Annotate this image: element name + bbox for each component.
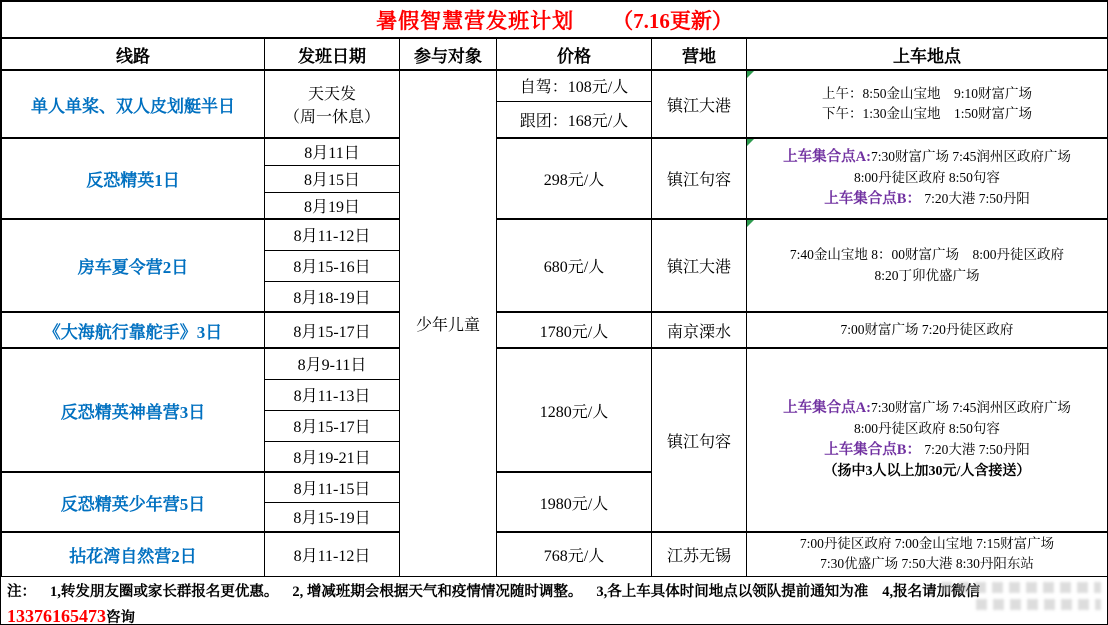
note-item-3: 3,各上车具体时间地点以领队提前通知为准 <box>596 583 869 600</box>
pickup-line: 8:00丹徒区政府 8:50句容 <box>854 170 1000 186</box>
pickup-cell <box>747 532 1108 576</box>
pickup-cell: 7:00财富广场 7:20丹徒区政府 <box>747 312 1108 348</box>
pickup-line: 8:00丹徒区政府 8:50句容 <box>854 421 1000 437</box>
pickup-point-a-label: 上车集合点A: <box>783 399 871 416</box>
phone-suffix: 咨询 <box>106 609 135 625</box>
title-row <box>2 2 1108 39</box>
price-cell: 680元/人 <box>497 219 652 312</box>
column-header-camp: 营地 <box>652 38 747 70</box>
column-header-date: 发班日期 <box>265 38 400 70</box>
route-cell-youth: 反恐精英少年营5日 <box>2 472 265 532</box>
notes-line <box>7 581 1101 603</box>
camp-cell: 江苏无锡 <box>652 532 747 576</box>
title-text: 暑假智慧营发班计划 <box>376 8 575 33</box>
table-row <box>2 70 1108 101</box>
date-cell: 8月11-12日 <box>265 532 400 576</box>
route-cell-beast: 反恐精英神兽营3日 <box>2 348 265 472</box>
date-cell: 8月15-16日 <box>265 250 400 281</box>
pickup-cell <box>747 138 1108 219</box>
price-cell: 1280元/人 <box>497 348 652 472</box>
pickup-line <box>750 398 1104 420</box>
camp-cell: 镇江大港 <box>652 70 747 138</box>
price-cell-selfdrive: 自驾：108元/人 <box>497 70 652 101</box>
pickup-line <box>750 189 1104 211</box>
camp-cell-merged: 镇江句容 <box>652 348 747 532</box>
price-cell-group: 跟团：168元/人 <box>497 101 652 138</box>
column-header-route: 线路 <box>2 38 265 70</box>
green-flag-icon <box>747 220 754 227</box>
note-item-4: 4,报名请加微信 <box>882 583 981 600</box>
date-cell: 8月19日 <box>265 192 400 219</box>
pickup-line: 7:30优盛广场 7:50大港 8:30丹阳东站 <box>820 556 1034 572</box>
camp-cell: 镇江句容 <box>652 138 747 219</box>
note-item-1: 1,转发朋友圈或家长群报名更优惠。 <box>50 583 279 600</box>
pickup-point-b-text: 7:20大港 7:50丹阳 <box>924 441 1030 457</box>
pickup-point-b-text: 7:20大港 7:50丹阳 <box>924 190 1030 206</box>
table-row <box>2 312 1108 348</box>
column-header-audience: 参与对象 <box>400 38 497 70</box>
date-cell: 8月11日 <box>265 138 400 165</box>
pickup-cell <box>747 70 1108 138</box>
date-cell: 8月15-19日 <box>265 502 400 532</box>
pickup-line: 下午：1:30金山宝地 1:50财富广场 <box>821 106 1032 121</box>
route-cell-sailing: 《大海航行靠舵手》3日 <box>2 312 265 348</box>
date-cell <box>265 70 400 138</box>
pickup-point-b-label: 上车集合点B： <box>824 441 921 458</box>
pickup-surcharge-note: （扬中3人以上加30元/人含接送） <box>823 464 1031 480</box>
table-row <box>2 219 1108 250</box>
route-cell-nianhuawan: 拈花湾自然营2日 <box>2 532 265 576</box>
pickup-line <box>750 147 1104 169</box>
price-cell: 1780元/人 <box>497 312 652 348</box>
phone-number: 13376165473 <box>7 605 106 625</box>
pickup-line: 7:40金山宝地 8：00财富广场 8:00丹徒区政府 <box>789 247 1065 263</box>
date-cell: 8月11-12日 <box>265 219 400 250</box>
pickup-point-a-text: 7:30财富广场 7:45润州区政府广场 <box>870 399 1071 415</box>
pickup-line: 8:20丁卯优盛广场 <box>874 267 980 283</box>
price-cell: 298元/人 <box>497 138 652 219</box>
date-cell: 8月15-17日 <box>265 410 400 441</box>
audience-cell: 少年儿童 <box>400 70 497 576</box>
pickup-point-a-text: 7:30财富广场 7:45润州区政府广场 <box>870 148 1071 164</box>
camp-cell: 南京溧水 <box>652 312 747 348</box>
route-cell-cs1: 反恐精英1日 <box>2 138 265 219</box>
green-flag-icon <box>747 139 754 146</box>
date-cell: 8月19-21日 <box>265 441 400 472</box>
pickup-line: 上午：8:50金山宝地 9:10财富广场 <box>821 85 1032 101</box>
pickup-cell-merged <box>747 348 1108 532</box>
date-cell: 8月18-19日 <box>265 281 400 312</box>
date-cell: 8月11-13日 <box>265 379 400 410</box>
route-cell-kayak: 单人单桨、双人皮划艇半日 <box>2 70 265 138</box>
route-cell-rv: 房车夏令营2日 <box>2 219 265 312</box>
price-cell: 1980元/人 <box>497 472 652 532</box>
pickup-line <box>750 440 1104 462</box>
date-line: （周一休息） <box>283 109 380 126</box>
table-row <box>2 138 1108 165</box>
column-header-price: 价格 <box>497 38 652 70</box>
pickup-line: 7:00丹徒区政府 7:00金山宝地 7:15财富广场 <box>799 536 1055 551</box>
header-row <box>2 38 1108 70</box>
pickup-point-b-label: 上车集合点B： <box>824 190 921 207</box>
footer-notes <box>1 577 1107 625</box>
date-cell: 8月15-17日 <box>265 312 400 348</box>
title-update: （7.16更新） <box>612 8 733 33</box>
notes-phone-line <box>7 603 1101 625</box>
date-cell: 8月15日 <box>265 165 400 192</box>
table-row <box>2 532 1108 576</box>
pickup-cell <box>747 219 1108 312</box>
green-flag-icon <box>747 71 754 78</box>
column-header-pickup: 上车地点 <box>747 38 1108 70</box>
table-title <box>2 2 1108 39</box>
date-cell: 8月11-15日 <box>265 472 400 502</box>
camp-cell: 镇江大港 <box>652 219 747 312</box>
notes-label: 注： <box>7 583 36 600</box>
date-cell: 8月9-11日 <box>265 348 400 379</box>
date-line: 天天发 <box>307 86 356 103</box>
note-item-2: 2, 增减班期会根据天气和疫情情况随时调整。 <box>292 583 583 600</box>
table-row <box>2 348 1108 379</box>
price-cell: 768元/人 <box>497 532 652 576</box>
camp-schedule-table <box>1 1 1108 577</box>
pickup-point-a-label: 上车集合点A: <box>783 148 871 165</box>
